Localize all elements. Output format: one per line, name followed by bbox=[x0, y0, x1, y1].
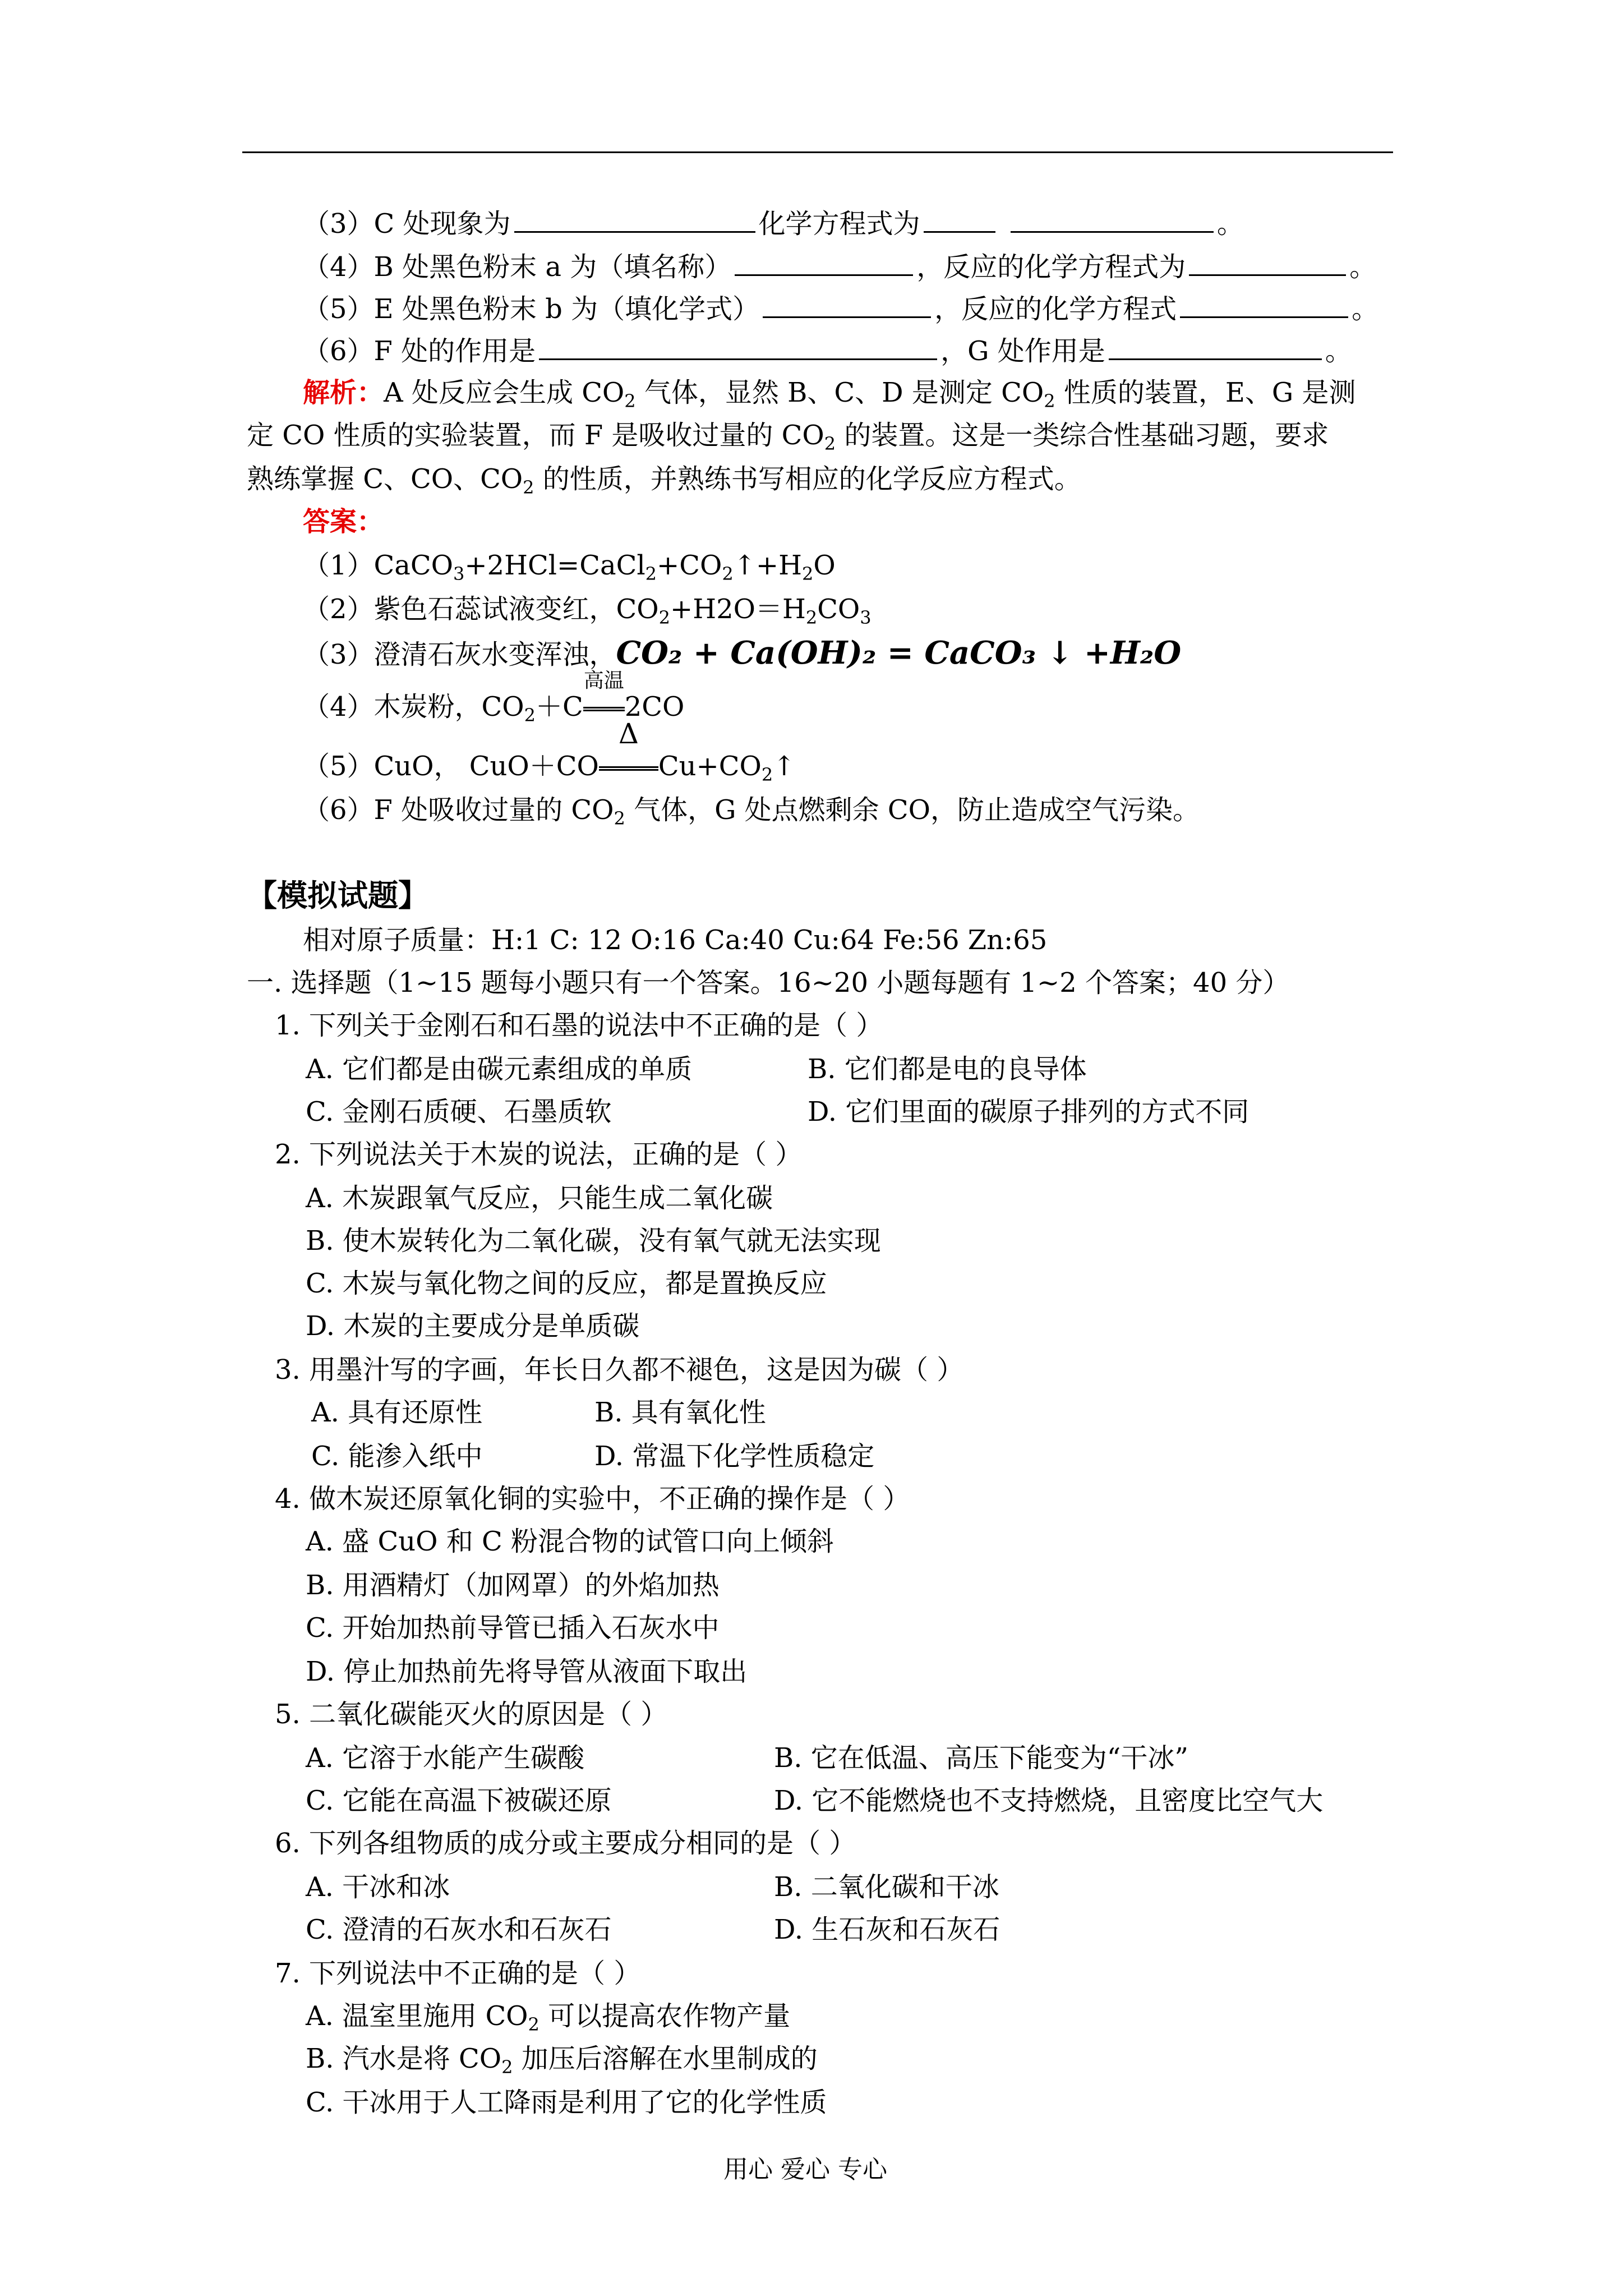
question-7-option-a: A. 温室里施用 $CO_2$ 可以提高农作物产量 bbox=[306, 2000, 791, 2035]
section-instructions: 一. 选择题（1~15 题每小题只有一个答案。16~20 小题每题有 1~2 个答案；40 分） bbox=[247, 967, 1290, 999]
question-2: 2. 下列说法关于木炭的说法，正确的是（ ） bbox=[275, 1139, 803, 1170]
question-1: 1. 下列关于金刚石和石墨的说法中不正确的是（ ） bbox=[275, 1010, 883, 1041]
answer-1: $(1)CaCO_3+2HCl=CaCl_2+CO_2↑+H_2O$ bbox=[303, 550, 836, 585]
question-3-option-c: C. 能渗入纸中 bbox=[311, 1441, 483, 1472]
answer-4: （4）木炭粉，$CO_2+C$ 高温 2CO bbox=[303, 669, 685, 726]
answer-3-equation: CO₂ + Ca(OH)₂ = CaCO₃ ↓ +H₂O bbox=[616, 634, 1182, 671]
question-1-option-a: A. 它们都是由碳元素组成的单质 bbox=[306, 1053, 693, 1085]
question-7: 7. 下列说法中不正确的是（ ） bbox=[275, 1958, 641, 1989]
question-6-option-a: A. 干冰和冰 bbox=[306, 1871, 450, 1903]
question-2-option-c: C. 木炭与氧化物之间的反应，都是置换反应 bbox=[306, 1268, 827, 1299]
question-3-option-d: D. 常温下化学性质稳定 bbox=[594, 1441, 875, 1472]
answer-5: （5）CuO， CuO＋CO Δ $Cu+CO_2↑$ bbox=[303, 717, 796, 785]
section-heading: 【模拟试题】 bbox=[247, 877, 428, 913]
answer-6: （6）F 处吸收过量的 $CO_2$ 气体，G 处点燃剩余 CO，防止造成空气污染。 bbox=[303, 794, 1200, 829]
page-footer: 用心 爱心 专心 bbox=[723, 2155, 887, 2184]
question-4-option-b: B. 用酒精灯（加网罩）的外焰加热 bbox=[306, 1570, 720, 1601]
header-rule bbox=[242, 151, 1393, 153]
question-3-line: （3）C 处现象为 化学方程式为 。 bbox=[303, 205, 1244, 241]
answer-label-line bbox=[303, 505, 384, 539]
question-5-option-c: C. 它能在高温下被碳还原 bbox=[306, 1785, 612, 1816]
question-3: 3. 用墨汁写的字画，年长日久都不褪色，这是因为碳（ ） bbox=[275, 1354, 964, 1386]
question-4-option-a: A. 盛 CuO 和 C 粉混合物的试管口向上倾斜 bbox=[306, 1526, 834, 1557]
question-6-line: （6）F 处的作用是 ，G 处作用是 。 bbox=[303, 333, 1352, 368]
question-6-option-c: C. 澄清的石灰水和石灰石 bbox=[306, 1914, 612, 1945]
question-1-option-c: C. 金刚石质硬、石墨质软 bbox=[306, 1096, 612, 1128]
question-6: 6. 下列各组物质的成分或主要成分相同的是（ ） bbox=[275, 1828, 856, 1859]
question-2-option-a: A. 木炭跟氧气反应，只能生成二氧化碳 bbox=[306, 1182, 773, 1214]
question-4-option-c: C. 开始加热前导管已插入石灰水中 bbox=[306, 1612, 720, 1644]
question-5-line: （5）E 处黑色粉末 b 为（填化学式） ，反应的化学方程式 。 bbox=[303, 291, 1378, 326]
atomic-masses: 相对原子质量：H:1 C: 12 O:16 Ca:40 Cu:64 Fe:56 Zn:65 bbox=[303, 924, 1048, 956]
answer-label: 答案： bbox=[303, 506, 384, 537]
question-5-option-b: B. 它在低温、高压下能变为“干冰” bbox=[774, 1742, 1188, 1774]
question-7-option-b: B. 汽水是将 $CO_2$ 加压后溶解在水里制成的 bbox=[306, 2043, 818, 2078]
question-7-option-c: C. 干冰用于人工降雨是利用了它的化学性质 bbox=[306, 2087, 827, 2118]
question-1-option-d: D. 它们里面的碳原子排列的方式不同 bbox=[808, 1096, 1249, 1128]
question-4: 4. 做木炭还原氧化铜的实验中，不正确的操作是（ ） bbox=[275, 1483, 910, 1515]
answer-2: （2）紫色石蕊试液变红，$CO_2+H2O=H_2CO_3$ bbox=[303, 593, 872, 628]
analysis-label: 解析： bbox=[303, 377, 384, 408]
question-4-line: （4）B 处黑色粉末 a 为（填名称） ，反应的化学方程式为 。 bbox=[303, 249, 1376, 284]
question-1-option-b: B. 它们都是电的良导体 bbox=[808, 1053, 1087, 1085]
question-2-option-d: D. 木炭的主要成分是单质碳 bbox=[306, 1310, 640, 1342]
question-6-option-b: B. 二氧化碳和干冰 bbox=[774, 1871, 999, 1903]
question-3-option-b: B. 具有氧化性 bbox=[594, 1397, 766, 1428]
question-4-option-d: D. 停止加热前先将导管从液面下取出 bbox=[306, 1656, 748, 1687]
question-2-option-b: B. 使木炭转化为二氧化碳，没有氧气就无法实现 bbox=[306, 1225, 881, 1257]
question-5-option-d: D. 它不能燃烧也不支持燃烧，且密度比空气大 bbox=[774, 1785, 1324, 1816]
question-5: 5. 二氧化碳能灭火的原因是（ ） bbox=[275, 1699, 668, 1730]
answer-3: （3）澄清石灰水变浑浊，CO₂ + Ca(OH)₂ = CaCO₃ ↓ +H₂O bbox=[303, 634, 1182, 671]
analysis-line-2: 定 CO 性质的实验装置，而 F 是吸收过量的 $CO_2$ 的装置。这是一类综合性基础习题，要求 bbox=[247, 420, 1329, 454]
analysis-line-1: 解析：A 处反应会生成 $CO_2$ 气体，显然 B、C、D 是测定 $CO_2$ 性质的装置，E、G 是测 bbox=[303, 377, 1356, 412]
analysis-line-3: 熟练掌握 C、CO、$CO_2$ 的性质，并熟练书写相应的化学反应方程式。 bbox=[247, 463, 1081, 498]
question-5-option-a: A. 它溶于水能产生碳酸 bbox=[306, 1742, 585, 1774]
question-6-option-d: D. 生石灰和石灰石 bbox=[774, 1914, 1000, 1945]
question-3-option-a: A. 具有还原性 bbox=[311, 1397, 483, 1428]
